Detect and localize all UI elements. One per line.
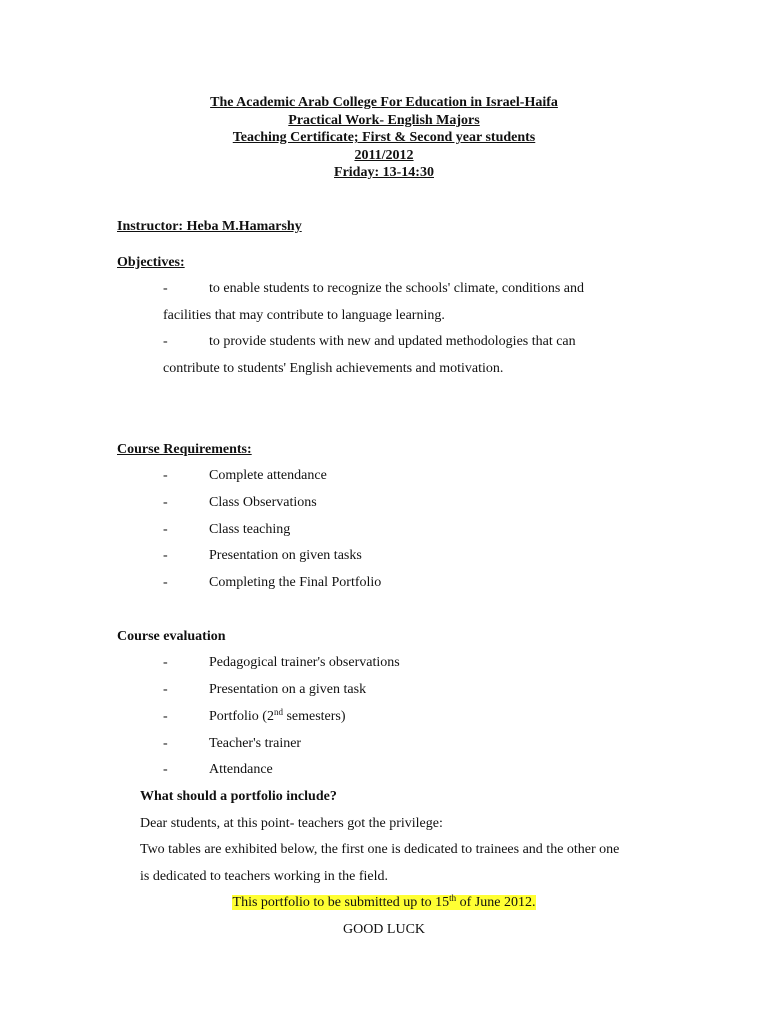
portfolio-text: Portfolio (2	[209, 709, 274, 724]
requirement-item: Class teaching	[209, 522, 291, 537]
portfolio-heading: What should a portfolio include?	[140, 789, 337, 804]
objective-item-1: to enable students to recognize the schools' climate, conditions and	[209, 281, 584, 296]
objectives-heading: Objectives:	[117, 255, 185, 270]
evaluation-item: Pedagogical trainer's observations	[209, 655, 400, 670]
evaluation-dash: -	[163, 736, 168, 751]
objective-item-2-cont: contribute to students' English achievements and motivation.	[163, 361, 504, 376]
requirement-item: Presentation on given tasks	[209, 548, 362, 563]
ordinal-suffix: nd	[273, 707, 283, 717]
closing-text: GOOD LUCK	[342, 922, 426, 937]
portfolio-paragraph-1: Dear students, at this point- teachers got the privilege:	[140, 816, 443, 831]
requirement-item: Class Observations	[209, 495, 317, 510]
requirement-dash: -	[163, 495, 168, 510]
evaluation-dash: -	[163, 709, 168, 724]
evaluation-item: Teacher's trainer	[209, 736, 302, 751]
course-title: Practical Work- English Majors	[288, 113, 480, 128]
portfolio-paragraph-2: Two tables are exhibited below, the first one is dedicated to trainees and the other one	[140, 842, 620, 857]
schedule-time: Friday: 13-14:30	[334, 165, 434, 180]
requirements-heading: Course Requirements:	[117, 442, 252, 457]
evaluation-dash: -	[163, 682, 168, 697]
instructor-line: Instructor: Heba M.Hamarshy	[117, 219, 302, 234]
evaluation-item-portfolio	[209, 707, 346, 724]
evaluation-item: Attendance	[209, 762, 273, 777]
requirement-dash: -	[163, 522, 168, 537]
requirement-dash: -	[163, 548, 168, 563]
requirement-dash: -	[163, 468, 168, 483]
requirement-item: Completing the Final Portfolio	[209, 575, 382, 590]
deadline-highlight	[232, 895, 537, 910]
requirement-item: Complete attendance	[209, 468, 327, 483]
certificate-title: Teaching Certificate; First & Second year students	[232, 130, 536, 145]
academic-year: 2011/2012	[354, 148, 414, 163]
ordinal-suffix: th	[449, 893, 457, 903]
deadline-text: This portfolio to be submitted up to 15	[232, 895, 450, 910]
objective-item-2: to provide students with new and updated methodologies that can	[209, 334, 576, 349]
evaluation-item: Presentation on a given task	[209, 682, 367, 697]
objective-dash: -	[163, 281, 168, 296]
deadline-line	[0, 893, 768, 910]
portfolio-paragraph-2-cont: is dedicated to teachers working in the field.	[140, 869, 389, 884]
objective-dash: -	[163, 334, 168, 349]
evaluation-dash: -	[163, 762, 168, 777]
evaluation-heading: Course evaluation	[117, 629, 226, 644]
portfolio-text-end: semesters)	[282, 709, 346, 724]
requirement-dash: -	[163, 575, 168, 590]
deadline-text-end: of June 2012.	[456, 895, 536, 910]
objective-item-1-cont: facilities that may contribute to language learning.	[163, 308, 445, 323]
college-title: The Academic Arab College For Education in Israel-Haifa	[210, 95, 558, 110]
evaluation-dash: -	[163, 655, 168, 670]
